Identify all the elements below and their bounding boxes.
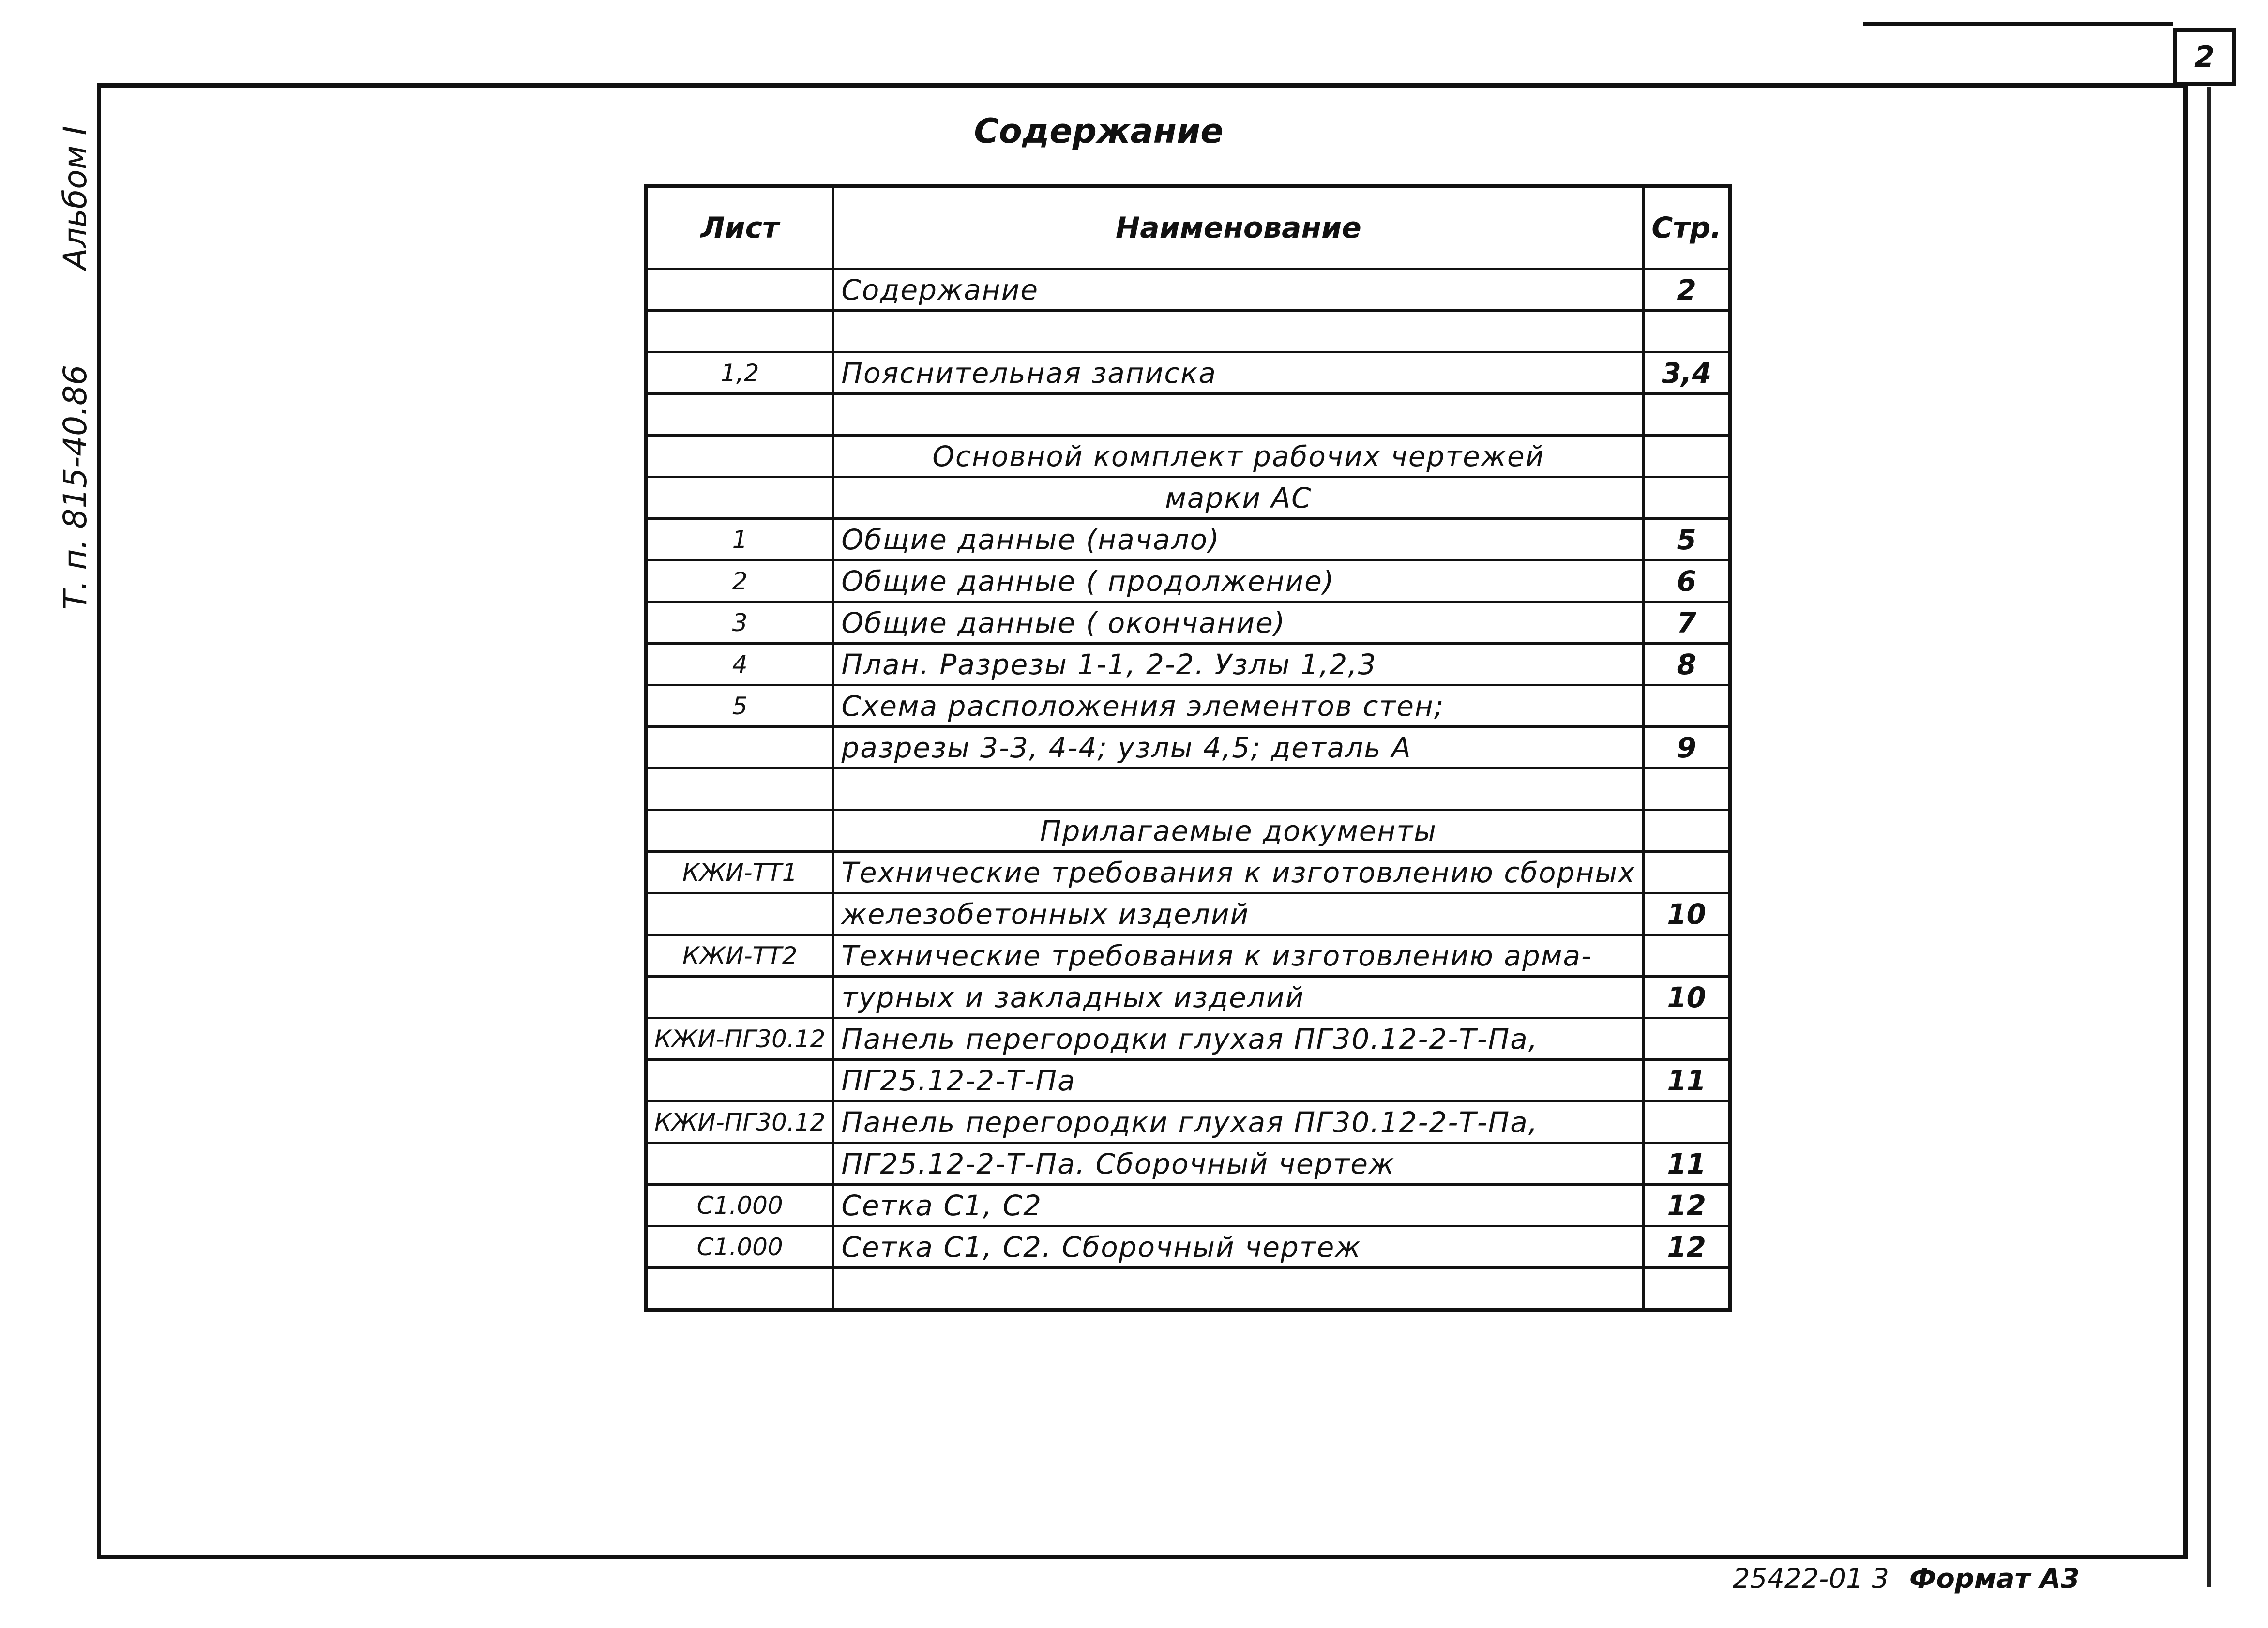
cell-page: 12 xyxy=(1644,1185,1730,1226)
cell-sheet xyxy=(646,893,833,935)
cell-name: Сетка С1, С2. Сборочный чертеж xyxy=(833,1226,1644,1268)
cell-name: Панель перегородки глухая ПГ30.12-2-Т-Па, xyxy=(833,1101,1644,1143)
table-row xyxy=(646,311,1730,352)
right-edge-line xyxy=(2207,87,2211,1587)
cell-sheet xyxy=(646,394,833,436)
cell-name: Прилагаемые документы xyxy=(833,810,1644,852)
cell-name: Пояснительная записка xyxy=(833,352,1644,394)
cell-sheet: 1 xyxy=(646,519,833,560)
cell-sheet: 3 xyxy=(646,602,833,644)
cell-page xyxy=(1644,685,1730,727)
header-name: Наименование xyxy=(833,186,1644,269)
table-row xyxy=(646,269,1730,311)
cell-sheet: С1.000 xyxy=(646,1185,833,1226)
table-body xyxy=(646,269,1730,1311)
cell-sheet xyxy=(646,1268,833,1311)
cell-page xyxy=(1644,852,1730,893)
cell-name: Общие данные ( окончание) xyxy=(833,602,1644,644)
cell-name: Содержание xyxy=(833,269,1644,311)
side-label xyxy=(48,126,102,610)
cell-name: Основной комплект рабочих чертежей xyxy=(833,436,1644,477)
cell-sheet xyxy=(646,436,833,477)
table-row xyxy=(646,685,1730,727)
cell-page: 6 xyxy=(1644,560,1730,602)
cell-page xyxy=(1644,311,1730,352)
header-sheet: Лист xyxy=(646,186,833,269)
cell-name: Сетка С1, С2 xyxy=(833,1185,1644,1226)
cell-name: турных и закладных изделий xyxy=(833,977,1644,1018)
table-row xyxy=(646,602,1730,644)
cell-sheet: 5 xyxy=(646,685,833,727)
cell-page: 10 xyxy=(1644,893,1730,935)
footer xyxy=(1733,1563,2080,1595)
cell-sheet xyxy=(646,1143,833,1185)
cell-sheet: 2 xyxy=(646,560,833,602)
cell-sheet: С1.000 xyxy=(646,1226,833,1268)
cell-name: ПГ25.12-2-Т-Па xyxy=(833,1060,1644,1101)
cell-name: Схема расположения элементов стен; xyxy=(833,685,1644,727)
document-code: Т. п. 815-40.86 xyxy=(56,364,94,610)
cell-name: Общие данные (начало) xyxy=(833,519,1644,560)
cell-page xyxy=(1644,436,1730,477)
cell-page xyxy=(1644,394,1730,436)
cell-sheet: КЖИ-ТТ1 xyxy=(646,852,833,893)
cell-sheet: 1,2 xyxy=(646,352,833,394)
table-row xyxy=(646,1101,1730,1143)
cell-page: 3,4 xyxy=(1644,352,1730,394)
table-row xyxy=(646,727,1730,769)
cell-sheet: КЖИ-ТТ2 xyxy=(646,935,833,977)
cell-page: 10 xyxy=(1644,977,1730,1018)
table-row xyxy=(646,436,1730,477)
table-row xyxy=(646,1143,1730,1185)
table-row xyxy=(646,977,1730,1018)
cell-sheet xyxy=(646,769,833,810)
cell-page xyxy=(1644,1268,1730,1311)
page-number: 2 xyxy=(2194,40,2215,74)
table-row xyxy=(646,1268,1730,1311)
header-page: Стр. xyxy=(1644,186,1730,269)
table-row xyxy=(646,769,1730,810)
table-row xyxy=(646,394,1730,436)
cell-name: разрезы 3-3, 4-4; узлы 4,5; деталь А xyxy=(833,727,1644,769)
cell-name: Панель перегородки глухая ПГ30.12-2-Т-Па, xyxy=(833,1018,1644,1060)
top-rule xyxy=(1863,22,2173,26)
inventory-number: 25422-01 xyxy=(1733,1563,1863,1595)
cell-page: 9 xyxy=(1644,727,1730,769)
cell-sheet xyxy=(646,311,833,352)
table-row xyxy=(646,1185,1730,1226)
table-row xyxy=(646,477,1730,519)
cell-page: 11 xyxy=(1644,1143,1730,1185)
table-header-row xyxy=(646,186,1730,269)
cell-name: Технические требования к изготовлению арма- xyxy=(833,935,1644,977)
table-row xyxy=(646,1060,1730,1101)
cell-page xyxy=(1644,477,1730,519)
cell-name: железобетонных изделий xyxy=(833,893,1644,935)
cell-name xyxy=(833,311,1644,352)
cell-name xyxy=(833,769,1644,810)
cell-page: 11 xyxy=(1644,1060,1730,1101)
footer-sheet: 3 xyxy=(1872,1563,1890,1595)
page-title: Содержание xyxy=(974,111,1224,151)
table-row xyxy=(646,1226,1730,1268)
album-label: Альбом I xyxy=(56,126,94,270)
cell-name: Технические требования к изготовлению сборных xyxy=(833,852,1644,893)
cell-name: План. Разрезы 1-1, 2-2. Узлы 1,2,3 xyxy=(833,644,1644,685)
cell-sheet xyxy=(646,269,833,311)
cell-page xyxy=(1644,1018,1730,1060)
cell-page: 7 xyxy=(1644,602,1730,644)
cell-page: 2 xyxy=(1644,269,1730,311)
cell-sheet xyxy=(646,727,833,769)
table-row xyxy=(646,935,1730,977)
table-row xyxy=(646,1018,1730,1060)
cell-sheet: КЖИ-ПГ30.12 xyxy=(646,1018,833,1060)
table-row xyxy=(646,852,1730,893)
cell-name xyxy=(833,1268,1644,1311)
cell-sheet xyxy=(646,477,833,519)
cell-sheet xyxy=(646,977,833,1018)
table-row xyxy=(646,352,1730,394)
cell-page xyxy=(1644,810,1730,852)
cell-name xyxy=(833,394,1644,436)
cell-page: 8 xyxy=(1644,644,1730,685)
cell-name: марки АС xyxy=(833,477,1644,519)
cell-name: ПГ25.12-2-Т-Па. Сборочный чертеж xyxy=(833,1143,1644,1185)
cell-page: 12 xyxy=(1644,1226,1730,1268)
cell-page xyxy=(1644,769,1730,810)
page-number-box xyxy=(2173,28,2236,86)
table-row xyxy=(646,644,1730,685)
table-row xyxy=(646,519,1730,560)
cell-sheet xyxy=(646,1060,833,1101)
cell-page xyxy=(1644,935,1730,977)
table-row xyxy=(646,810,1730,852)
format-label: Формат А3 xyxy=(1909,1563,2080,1595)
cell-sheet: КЖИ-ПГ30.12 xyxy=(646,1101,833,1143)
cell-name: Общие данные ( продолжение) xyxy=(833,560,1644,602)
cell-sheet xyxy=(646,810,833,852)
cell-page: 5 xyxy=(1644,519,1730,560)
contents-table xyxy=(644,184,1732,1312)
cell-sheet: 4 xyxy=(646,644,833,685)
table-row xyxy=(646,560,1730,602)
cell-page xyxy=(1644,1101,1730,1143)
table-row xyxy=(646,893,1730,935)
